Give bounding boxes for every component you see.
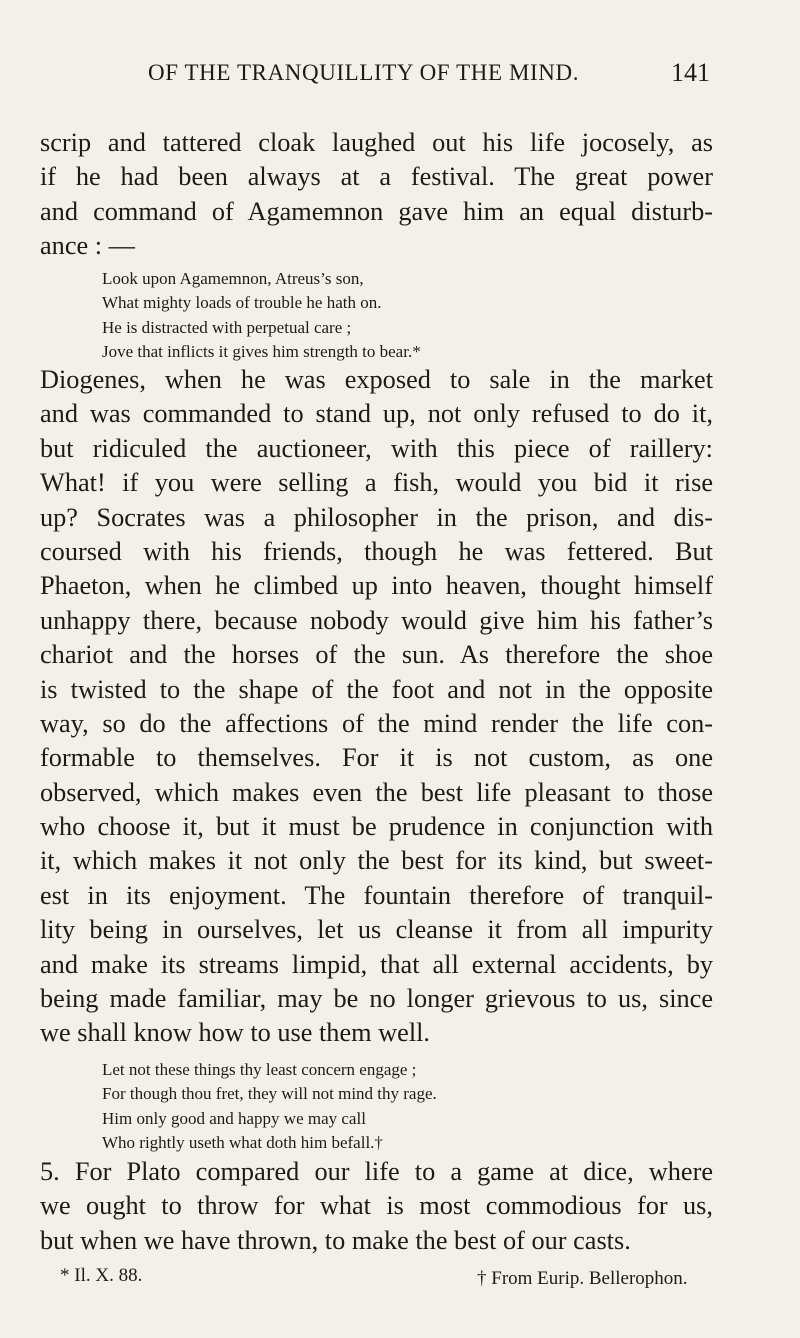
footnote-euripides: † From Eurip. Bellerophon.: [477, 1268, 688, 1289]
text-line: is twisted to the shape of the foot and not in the opposite: [40, 674, 713, 704]
text-line: unhappy there, because nobody would give him his father’s: [40, 605, 713, 635]
text-line: formable to themselves. For it is not custom, as one: [40, 743, 713, 773]
text-line: and make its streams limpid, that all external accidents, by: [40, 949, 713, 979]
text-line: up? Socrates was a philosopher in the prison, and dis-: [40, 502, 713, 532]
verse-line: Jove that inflicts it gives him strength to bear.*: [102, 341, 421, 361]
text-line: ance : —: [40, 231, 135, 261]
footnote-iliad: * Il. X. 88.: [60, 1265, 143, 1286]
running-title: OF THE TRANQUILLITY OF THE MIND.: [148, 60, 580, 85]
page-number: 141: [671, 58, 710, 87]
text-line: scrip and tattered cloak laughed out his life jocosely, as: [40, 128, 713, 157]
text-line: but when we have thrown, to make the best of our casts.: [40, 1225, 631, 1255]
text-line: way, so do the affections of the mind render the life con-: [40, 708, 713, 738]
text-line: What! if you were selling a fish, would you bid it rise: [40, 468, 713, 498]
text-line: Diogenes, when he was exposed to sale in the market: [40, 365, 713, 394]
text-line: 5. For Plato compared our life to a game at dice, where: [40, 1157, 713, 1186]
paragraph-1: [40, 126, 713, 264]
text-line: it, which makes it not only the best for its kind, but sweet-: [40, 846, 713, 876]
verse-line: Look upon Agamemnon, Atreus’s son,: [102, 269, 364, 288]
text-line: if he had been always at a festival. The great power: [40, 162, 713, 192]
verse-line: What mighty loads of trouble he hath on.: [102, 293, 382, 313]
text-line: we ought to throw for what is most commodious for us,: [40, 1191, 713, 1221]
text-line: lity being in ourselves, let us cleanse it from all impurity: [40, 915, 713, 945]
verse-line: Him only good and happy we may call: [102, 1108, 366, 1128]
verse-line: Who rightly useth what doth him befall.†: [102, 1132, 383, 1152]
verse-line: For though thou fret, they will not mind thy rage.: [102, 1084, 437, 1104]
text-line: observed, which makes even the best life pleasant to those: [40, 777, 713, 807]
verse-line: He is distracted with perpetual care ;: [102, 317, 352, 337]
text-line: chariot and the horses of the sun. As therefore the shoe: [40, 640, 713, 670]
paragraph-2: [40, 363, 713, 1051]
text-line: who choose it, but it must be prudence in conjunction with: [40, 812, 713, 842]
text-line: and was commanded to stand up, not only refused to do it,: [40, 399, 713, 429]
text-line: but ridiculed the auctioneer, with this piece of raillery:: [40, 433, 713, 463]
verse-quote-2: [102, 1058, 662, 1155]
text-line: and command of Agamemnon gave him an equal disturb-: [40, 196, 713, 226]
text-line: est in its enjoyment. The fountain therefore of tranquil-: [40, 880, 713, 910]
running-head: [0, 60, 800, 100]
verse-line: Let not these things thy least concern engage ;: [102, 1060, 417, 1079]
text-line: coursed with his friends, though he was fettered. But: [40, 536, 713, 566]
text-line: Phaeton, when he climbed up into heaven, thought himself: [40, 571, 713, 601]
text-line: being made familiar, may be no longer grievous to us, since: [40, 984, 713, 1014]
text-line: we shall know how to use them well.: [40, 1018, 431, 1048]
paragraph-3: [40, 1155, 713, 1258]
verse-quote-1: [102, 267, 662, 364]
